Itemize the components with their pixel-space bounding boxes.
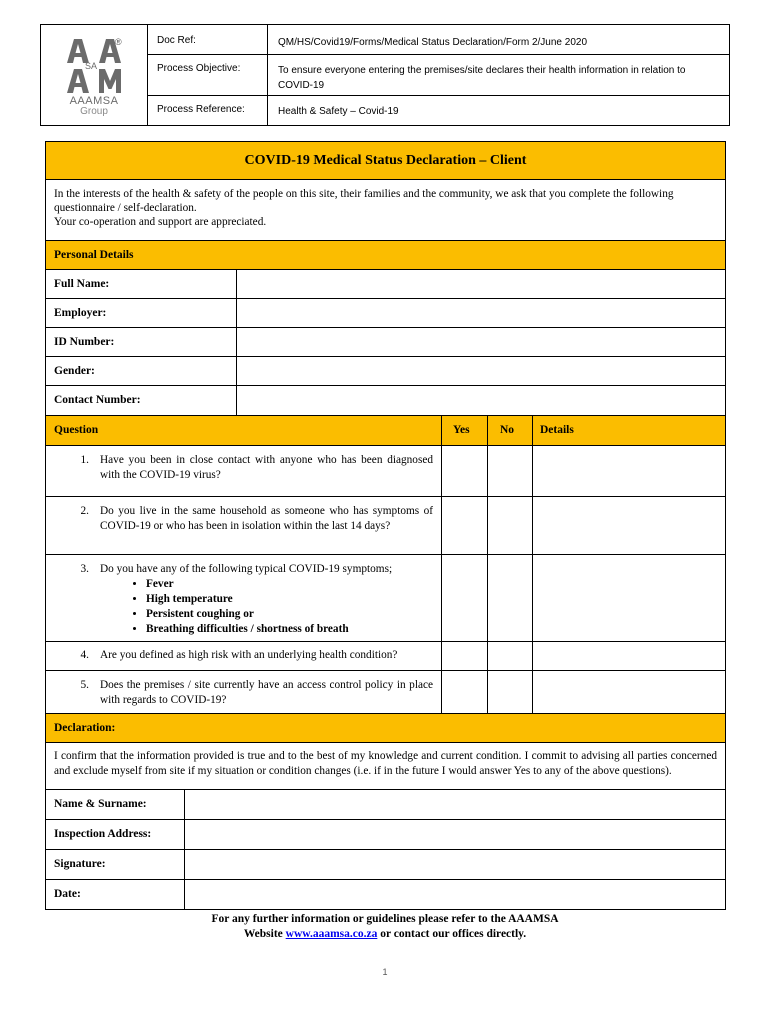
inspection-address-field[interactable] [185, 820, 725, 849]
question-text: Does the premises / site currently have an access control policy in place with regards to COVID-19? [100, 679, 433, 706]
details-cell[interactable] [533, 642, 725, 670]
no-column-header: No [488, 416, 533, 445]
form-intro [46, 180, 725, 241]
intro-thanks: Your co-operation and support are appreciated. [54, 216, 267, 228]
full-name-row [46, 270, 725, 299]
page-number: 1 [382, 967, 388, 977]
details-column-header: Details [540, 424, 574, 436]
question-text: Do you live in the same household as someone who has symptoms of COVID-19 or who has been in isolation within the last 14 days? [100, 505, 433, 532]
gender-label: Gender: [46, 357, 237, 385]
aaamsa-logo [41, 25, 148, 125]
footer-contact-suffix: or contact our offices directly. [377, 928, 527, 940]
name-surname-row [46, 790, 725, 820]
process-reference-row [148, 96, 729, 125]
name-surname-label: Name & Surname: [46, 790, 185, 819]
process-reference-value: Health & Safety – Covid-19 [278, 106, 399, 117]
no-cell[interactable] [488, 671, 533, 713]
id-number-label: ID Number: [46, 328, 237, 356]
declaration-text: I confirm that the information provided is true and to the best of my knowledge and current condition. I commit to advising all parties concerned and exclude myself from site if my situation or condition changes (i.e. if in the future I would answer Yes to any of the above questions). [46, 743, 725, 790]
details-cell[interactable] [533, 555, 725, 641]
id-number-row [46, 328, 725, 357]
question-text: Have you been in close contact with anyone who has been diagnosed with the COVID-19 virus? [100, 454, 433, 481]
question-number: 2. [80, 505, 89, 517]
full-name-field[interactable] [237, 270, 725, 298]
symptom-item: • Breathing difficulties / shortness of breath [146, 622, 433, 637]
yes-cell[interactable] [442, 642, 488, 670]
question-row [46, 446, 725, 497]
logo-group: Group [80, 106, 108, 117]
yes-cell[interactable] [442, 497, 488, 554]
question-row [46, 497, 725, 555]
document-header [40, 24, 730, 126]
process-reference-label: Process Reference: [148, 96, 268, 125]
doc-ref-row [148, 25, 729, 55]
question-number: 3. [80, 563, 89, 575]
doc-ref-value: QM/HS/Covid19/Forms/Medical Status Declaration/Form 2/June 2020 [278, 37, 588, 48]
registered-mark: ® [115, 37, 122, 47]
id-number-field[interactable] [237, 328, 725, 356]
logo-name: AAAMSA [69, 95, 119, 107]
question-number: 5. [80, 679, 89, 691]
logo-sa-text: SA [85, 61, 98, 71]
date-label: Date: [46, 880, 185, 909]
question-column-header: Question [46, 416, 442, 445]
yes-column-header: Yes [442, 416, 488, 445]
details-cell[interactable] [533, 497, 725, 554]
footer-website-prefix: Website [243, 928, 286, 940]
intro-text: In the interests of the health & safety of the people on this site, their families and the community, we ask that you complete the following questionnaire / self-declaration. [54, 188, 674, 214]
inspection-address-row [46, 820, 725, 850]
employer-label: Employer: [46, 299, 237, 327]
contact-number-field[interactable] [237, 386, 725, 415]
signature-field[interactable] [185, 850, 725, 879]
full-name-label: Full Name: [46, 270, 237, 298]
details-cell[interactable] [533, 446, 725, 496]
form-title: COVID-19 Medical Status Declaration – Client [46, 142, 725, 180]
gender-field[interactable] [237, 357, 725, 385]
document-meta [148, 25, 729, 125]
process-objective-value: To ensure everyone entering the premises/site declares their health information in relation to COVID-19 [278, 65, 686, 91]
gender-row [46, 357, 725, 386]
personal-details-heading: Personal Details [46, 241, 725, 270]
question-number: 1. [80, 454, 89, 466]
doc-ref-label: Doc Ref: [148, 25, 268, 54]
signature-row [46, 850, 725, 880]
contact-number-row [46, 386, 725, 416]
declaration-heading: Declaration: [46, 714, 725, 743]
no-cell[interactable] [488, 497, 533, 554]
yes-cell[interactable] [442, 446, 488, 496]
employer-row [46, 299, 725, 328]
process-objective-label: Process Objective: [148, 55, 268, 95]
question-text: Are you defined as high risk with an underlying health condition? [100, 649, 398, 661]
contact-number-label: Contact Number: [46, 386, 237, 415]
details-cell[interactable] [533, 671, 725, 713]
website-link[interactable]: www.aaamsa.co.za [285, 928, 378, 940]
symptom-list [100, 577, 433, 637]
declaration-form [45, 141, 726, 910]
name-surname-field[interactable] [185, 790, 725, 819]
signature-label: Signature: [46, 850, 185, 879]
no-cell[interactable] [488, 446, 533, 496]
question-text: Do you have any of the following typical COVID-19 symptoms; [100, 563, 393, 575]
process-objective-row [148, 55, 729, 96]
no-cell[interactable] [488, 555, 533, 641]
date-field[interactable] [185, 880, 725, 909]
footer-note [0, 912, 770, 942]
symptom-item: • High temperature [146, 592, 433, 607]
question-row [46, 555, 725, 642]
employer-field[interactable] [237, 299, 725, 327]
question-number: 4. [80, 649, 89, 661]
symptom-item: • Fever [146, 577, 433, 592]
inspection-address-label: Inspection Address: [46, 820, 185, 849]
footer-line-1: For any further information or guidelines please refer to the AAAMSA [211, 913, 559, 925]
question-row [46, 642, 725, 671]
yes-cell[interactable] [442, 671, 488, 713]
question-table-header [46, 416, 725, 446]
yes-cell[interactable] [442, 555, 488, 641]
no-cell[interactable] [488, 642, 533, 670]
symptom-item: • Persistent coughing or [146, 607, 433, 622]
question-row [46, 671, 725, 714]
date-row [46, 880, 725, 909]
